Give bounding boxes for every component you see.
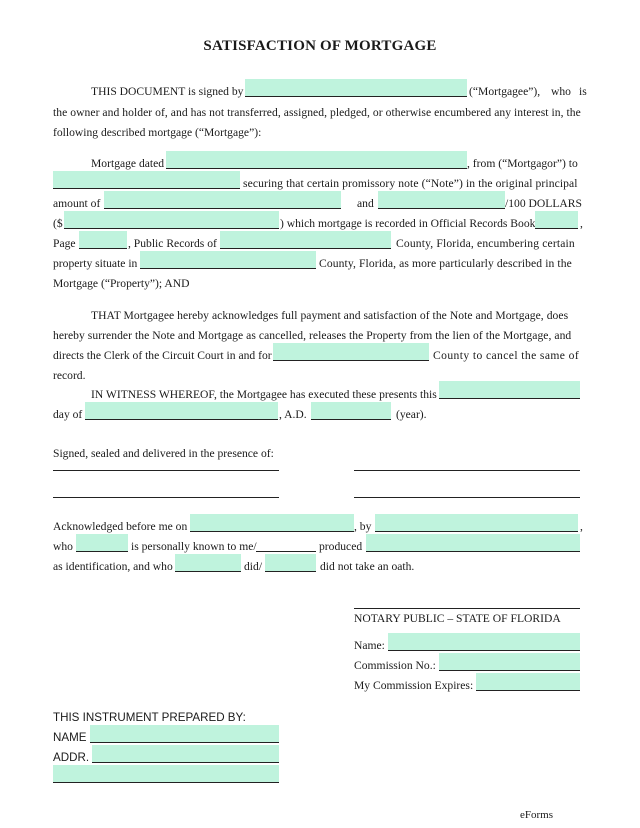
ack-text-by: , by <box>354 520 372 533</box>
p2-text-property-situate: property situate in <box>53 257 138 270</box>
p2-text-particularly: County, Florida, as more particularly described in the <box>319 257 572 270</box>
p3-text-directs-clerk: directs the Clerk of the Circuit Court in and for <box>53 349 272 362</box>
p2-text-public-records: , Public Records of <box>128 237 217 250</box>
ack-date-field[interactable] <box>190 514 354 532</box>
prepared-addr-line-2-field[interactable] <box>53 765 279 783</box>
execution-month-field[interactable] <box>85 402 278 420</box>
eforms-footer: eForms <box>520 809 553 821</box>
p3-text-cancel: County to cancel the same of <box>433 349 580 362</box>
notary-name-field[interactable] <box>388 633 580 651</box>
p2-text-amount-of: amount of <box>53 197 101 210</box>
ack-text-comma: , <box>580 520 583 533</box>
ack-text-produced: produced <box>319 540 363 553</box>
no-oath-field[interactable] <box>265 554 316 572</box>
prepared-name-field[interactable] <box>90 725 279 743</box>
p2-text-dollar-sign: ($ <box>53 217 63 230</box>
p2-text-page: Page <box>53 237 76 250</box>
prepared-name-label: NAME <box>53 731 87 744</box>
amount-numeric-field[interactable] <box>64 211 279 229</box>
ack-text-who: who <box>53 540 73 553</box>
notary-commission-field[interactable] <box>439 653 580 671</box>
cents-field[interactable] <box>378 191 505 209</box>
p4-text-ad: , A.D. <box>279 408 307 421</box>
witness-1-signature-line[interactable] <box>53 470 279 471</box>
witness-2-signature-line[interactable] <box>354 470 580 471</box>
p1-text-signed-by: THIS DOCUMENT is signed by <box>91 85 244 98</box>
prepared-addr-field[interactable] <box>92 745 279 763</box>
p2-text-securing: securing that certain promissory note (“Note”) in the original principal <box>243 177 578 190</box>
p1-text-mortgagee: (“Mortgagee”), <box>469 85 541 98</box>
mortgagor-name-field[interactable] <box>53 171 240 189</box>
p2-text-official-records: ) which mortgage is recorded in Official Records Book <box>280 217 536 230</box>
ack-text-did: did/ <box>244 560 263 573</box>
personally-known-field[interactable] <box>76 534 128 552</box>
p2-text-and: and <box>357 197 374 210</box>
witness-2-printed-name-line[interactable] <box>354 497 580 498</box>
mortgagee-name-field[interactable] <box>245 79 467 97</box>
ack-text-identification: as identification, and who <box>53 560 173 573</box>
prepared-addr-label: ADDR. <box>53 751 90 764</box>
page-number-field[interactable] <box>79 231 127 249</box>
p2-line-7: Mortgage (“Property”); AND <box>53 277 190 290</box>
p2-text-comma: , <box>580 217 583 230</box>
notary-signature-line[interactable] <box>354 608 580 609</box>
p2-text-encumbering: County, Florida, encumbering certain <box>396 237 575 250</box>
p1-text-is: is <box>579 85 587 98</box>
witness-1-printed-name-line[interactable] <box>53 497 279 498</box>
notary-expires-label: My Commission Expires: <box>354 679 474 692</box>
took-oath-field[interactable] <box>175 554 241 572</box>
execution-year-field[interactable] <box>311 402 391 420</box>
p2-text-from-mortgagor: , from (“Mortgagor”) to <box>467 157 578 170</box>
ack-text-oath: did not take an oath. <box>320 560 415 573</box>
identification-type-field[interactable] <box>366 534 580 552</box>
p3-line-1: THAT Mortgagee hereby acknowledges full payment and satisfaction of the Note and Mortgage, does <box>91 309 569 322</box>
clerk-county-field[interactable] <box>273 343 429 361</box>
p4-text-witness: IN WITNESS WHEREOF, the Mortgagee has executed these presents this <box>91 388 437 401</box>
notary-expires-field[interactable] <box>476 673 580 691</box>
notary-name-label: Name: <box>354 639 385 652</box>
public-records-county-field[interactable] <box>220 231 391 249</box>
notary-commission-label: Commission No.: <box>354 659 436 672</box>
p1-line-2: the owner and holder of, and has not transferred, assigned, pledged, or otherwise encumbered any interest in, the <box>53 106 581 119</box>
ack-text-before-me: Acknowledged before me on <box>53 520 188 533</box>
p4-text-year: (year). <box>396 408 427 421</box>
produced-blank-line[interactable] <box>256 551 316 552</box>
p1-text-who: who <box>551 85 571 98</box>
p4-text-day-of: day of <box>53 408 83 421</box>
ack-text-personally-known: is personally known to me/ <box>131 540 257 553</box>
notary-heading: NOTARY PUBLIC – STATE OF FLORIDA <box>354 612 561 625</box>
p3-line-4: record. <box>53 369 86 382</box>
p2-text-dollars: /100 DOLLARS <box>505 197 582 210</box>
p1-line-3: following described mortgage (“Mortgage”): <box>53 126 262 139</box>
document-title: SATISFACTION OF MORTGAGE <box>203 38 437 54</box>
execution-day-field[interactable] <box>439 381 580 399</box>
property-county-field[interactable] <box>140 251 316 269</box>
p2-text-mortgage-dated: Mortgage dated <box>91 157 165 170</box>
ack-signer-field[interactable] <box>375 514 578 532</box>
prepared-by-heading: THIS INSTRUMENT PREPARED BY: <box>53 711 246 724</box>
mortgage-date-field[interactable] <box>166 151 467 169</box>
records-book-field[interactable] <box>535 211 578 229</box>
amount-words-field[interactable] <box>104 191 341 209</box>
p3-line-2: hereby surrender the Note and Mortgage as cancelled, releases the Property from the lien of the Mortgage, and <box>53 329 572 342</box>
witness-heading: Signed, sealed and delivered in the presence of: <box>53 447 274 460</box>
